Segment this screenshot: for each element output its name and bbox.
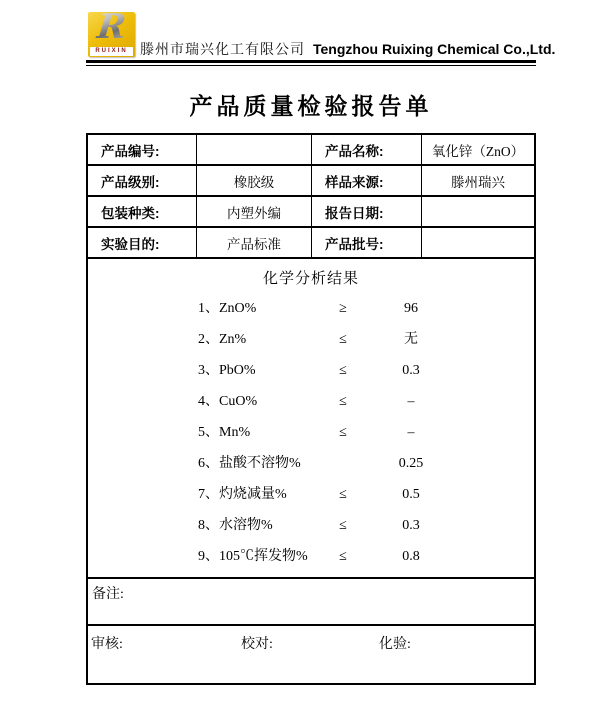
analysis-item-water-soluble — [88, 510, 534, 541]
info-value-package-type: 内塑外编 — [197, 197, 312, 228]
info-value-report-date — [422, 197, 534, 228]
analysis-item-value: 0.3 — [402, 363, 420, 378]
analysis-item-value: 0.5 — [402, 487, 420, 502]
analysis-section-title: 化学分析结果 — [262, 271, 359, 287]
analysis-item-symbol: ≤ — [339, 549, 347, 564]
info-value-product-name: 氧化锌（ZnO） — [422, 135, 534, 166]
analysis-item-label: 3、PbO% — [198, 363, 256, 378]
info-label-product-name: 产品名称: — [312, 135, 422, 166]
info-label-sample-source: 样品来源: — [312, 166, 422, 197]
info-value-sample-source: 滕州瑞兴 — [422, 166, 534, 197]
info-value-product-no — [197, 135, 312, 166]
analysis-item-symbol: ≤ — [339, 518, 347, 533]
analysis-item-symbol: ≤ — [339, 425, 347, 440]
analysis-item-value: – — [407, 394, 415, 409]
analysis-item-pbo — [88, 355, 534, 386]
signoff-row — [88, 626, 534, 683]
analysis-item-volatile-105c — [88, 541, 534, 572]
analysis-item-label: 9、105℃挥发物% — [198, 549, 308, 564]
signoff-test-label: 化验: — [379, 637, 411, 652]
info-grid — [88, 135, 534, 259]
info-label-product-no: 产品编号: — [88, 135, 197, 166]
analysis-item-value: 无 — [404, 332, 418, 347]
analysis-item-label: 2、Zn% — [198, 332, 247, 347]
analysis-item-symbol: ≥ — [339, 301, 347, 316]
info-label-package-type: 包装种类: — [88, 197, 197, 228]
analysis-item-zn — [88, 324, 534, 355]
analysis-item-label: 4、CuO% — [198, 394, 258, 409]
info-label-batch-no: 产品批号: — [312, 228, 422, 259]
remark-label: 备注: — [92, 587, 124, 602]
analysis-item-label: 7、灼烧减量% — [198, 487, 287, 502]
analysis-item-value: 0.3 — [402, 518, 420, 533]
info-value-batch-no — [422, 228, 534, 259]
header-rule-thin — [86, 65, 536, 66]
report-title: 产品质量检验报告单 — [189, 93, 433, 119]
info-label-product-grade: 产品级别: — [88, 166, 197, 197]
analysis-item-symbol: ≤ — [339, 487, 347, 502]
info-label-test-purpose: 实验目的: — [88, 228, 197, 259]
ruixin-logo-letter-icon: R — [86, 8, 137, 46]
signoff-review-label: 审核: — [91, 637, 123, 652]
analysis-item-label: 6、盐酸不溶物% — [198, 456, 301, 471]
analysis-item-value: 0.8 — [402, 549, 420, 564]
info-label-report-date: 报告日期: — [312, 197, 422, 228]
analysis-item-ignition-loss — [88, 479, 534, 510]
ruixin-logo-brand-text: RUIXIN — [90, 47, 133, 56]
analysis-item-hcl-insoluble — [88, 448, 534, 479]
report-table — [86, 133, 536, 685]
ruixin-logo — [88, 7, 135, 57]
company-name-english: Tengzhou Ruixing Chemical Co.,Ltd. — [313, 41, 556, 57]
analysis-item-zno — [88, 293, 534, 324]
analysis-item-label: 1、ZnO% — [198, 301, 257, 316]
analysis-item-value: 0.25 — [398, 456, 424, 471]
analysis-item-label: 8、水溶物% — [198, 518, 273, 533]
analysis-item-symbol: ≤ — [339, 363, 347, 378]
analysis-item-cuo — [88, 386, 534, 417]
analysis-item-mn — [88, 417, 534, 448]
company-name-chinese: 滕州市瑞兴化工有限公司 — [140, 43, 305, 58]
analysis-item-symbol: ≤ — [339, 394, 347, 409]
analysis-item-value: – — [407, 425, 415, 440]
info-value-test-purpose: 产品标准 — [197, 228, 312, 259]
chemical-analysis-section — [88, 259, 534, 579]
header-rule-thick — [86, 60, 536, 63]
analysis-item-value: 96 — [404, 301, 418, 316]
analysis-item-label: 5、Mn% — [198, 425, 251, 440]
info-value-product-grade: 橡胶级 — [197, 166, 312, 197]
company-name — [140, 39, 555, 59]
analysis-item-symbol: ≤ — [339, 332, 347, 347]
signoff-proofread-label: 校对: — [241, 637, 273, 652]
remark-row — [88, 579, 534, 626]
